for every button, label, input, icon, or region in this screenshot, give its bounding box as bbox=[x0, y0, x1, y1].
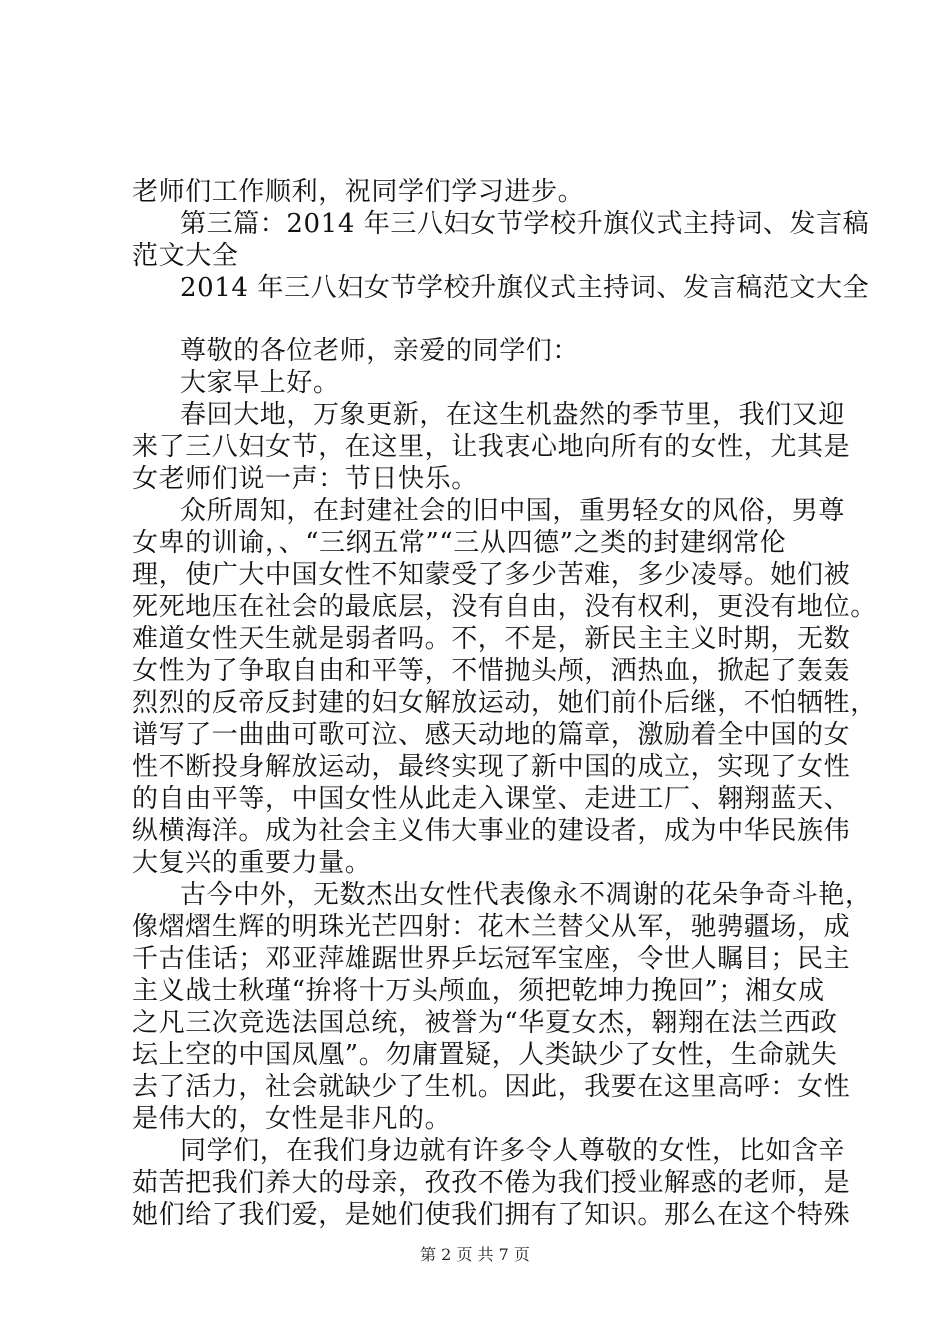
text-line: 来了三八妇女节，在这里，让我衷心地向所有的女性，尤其是 bbox=[132, 432, 851, 462]
greeting-line: 大家早上好。 bbox=[180, 368, 340, 398]
text-line: 众所周知，在封建社会的旧中国，重男轻女的风俗，男尊 bbox=[180, 496, 846, 526]
text-line: 死死地压在社会的最底层，没有自由，没有权利，更没有地位。 bbox=[132, 592, 877, 622]
text-line: 谱写了一曲曲可歌可泣、感天动地的篇章，激励着全中国的女 bbox=[132, 720, 851, 750]
section-heading-line: 第三篇：2014 年三八妇女节学校升旗仪式主持词、发言稿 bbox=[180, 209, 870, 239]
text-line: 去了活力，社会就缺少了生机。因此，我要在这里高呼：女性 bbox=[132, 1072, 851, 1102]
text-line: 的自由平等，中国女性从此走入课堂、走进工厂、翱翔蓝天、 bbox=[132, 784, 851, 814]
text-line: 是伟大的，女性是非凡的。 bbox=[132, 1104, 452, 1134]
text-line: 纵横海洋。成为社会主义伟大事业的建设者，成为中华民族伟 bbox=[132, 816, 851, 846]
text-line: 女卑的训谕，、“三纲五常”“三从四德”之类的封建纲常伦 bbox=[132, 528, 787, 558]
text-line: 老师们工作顺利，祝同学们学习进步。 bbox=[132, 177, 585, 207]
text-line: 理，使广大中国女性不知蒙受了多少苦难，多少凌辱。她们被 bbox=[132, 560, 851, 590]
text-line: 同学们，在我们身边就有许多令人尊敬的女性，比如含辛 bbox=[180, 1136, 846, 1166]
page-footer: 第 2 页 共 7 页 bbox=[420, 1245, 530, 1264]
text-line: 性不断投身解放运动，最终实现了新中国的成立，实现了女性 bbox=[132, 752, 851, 782]
text-line: 千古佳话；邓亚萍雄踞世界乒坛冠军宝座，令世人瞩目；民主 bbox=[132, 944, 851, 974]
text-line: 古今中外，无数杰出女性代表像永不凋谢的花朵争奇斗艳， bbox=[180, 880, 872, 910]
section-heading-line: 范文大全 bbox=[132, 241, 239, 271]
text-line: 难道女性天生就是弱者吗。不，不是，新民主主义时期，无数 bbox=[132, 624, 851, 654]
text-line: 烈烈的反帝反封建的妇女解放运动，她们前仆后继，不怕牺牲， bbox=[132, 688, 877, 718]
text-line: 坛上空的中国凤凰”。勿庸置疑，人类缺少了女性，生命就失 bbox=[132, 1040, 838, 1070]
text-line: 女老师们说一声：节日快乐。 bbox=[132, 464, 478, 494]
text-line: 茹苦把我们养大的母亲，孜孜不倦为我们授业解惑的老师，是 bbox=[132, 1168, 851, 1198]
document-title-line: 2014 年三八妇女节学校升旗仪式主持词、发言稿范文大全 bbox=[180, 273, 870, 303]
text-line: 像熠熠生辉的明珠光芒四射：花木兰替父从军，驰骋疆场，成 bbox=[132, 912, 851, 942]
text-line: 之凡三次竞选法国总统，被誉为“华夏女杰，翱翔在法兰西政 bbox=[132, 1008, 838, 1038]
text-line: 女性为了争取自由和平等，不惜抛头颅，洒热血，掀起了轰轰 bbox=[132, 656, 851, 686]
text-line: 主义战士秋瑾“拚将十万头颅血，须把乾坤力挽回”；湘女成 bbox=[132, 976, 825, 1006]
text-line: 大复兴的重要力量。 bbox=[132, 848, 372, 878]
text-line: 春回大地，万象更新，在这生机盎然的季节里，我们又迎 bbox=[180, 400, 846, 430]
salutation-line: 尊敬的各位老师，亲爱的同学们： bbox=[180, 336, 580, 366]
text-line: 她们给了我们爱，是她们使我们拥有了知识。那么在这个特殊 bbox=[132, 1200, 851, 1230]
